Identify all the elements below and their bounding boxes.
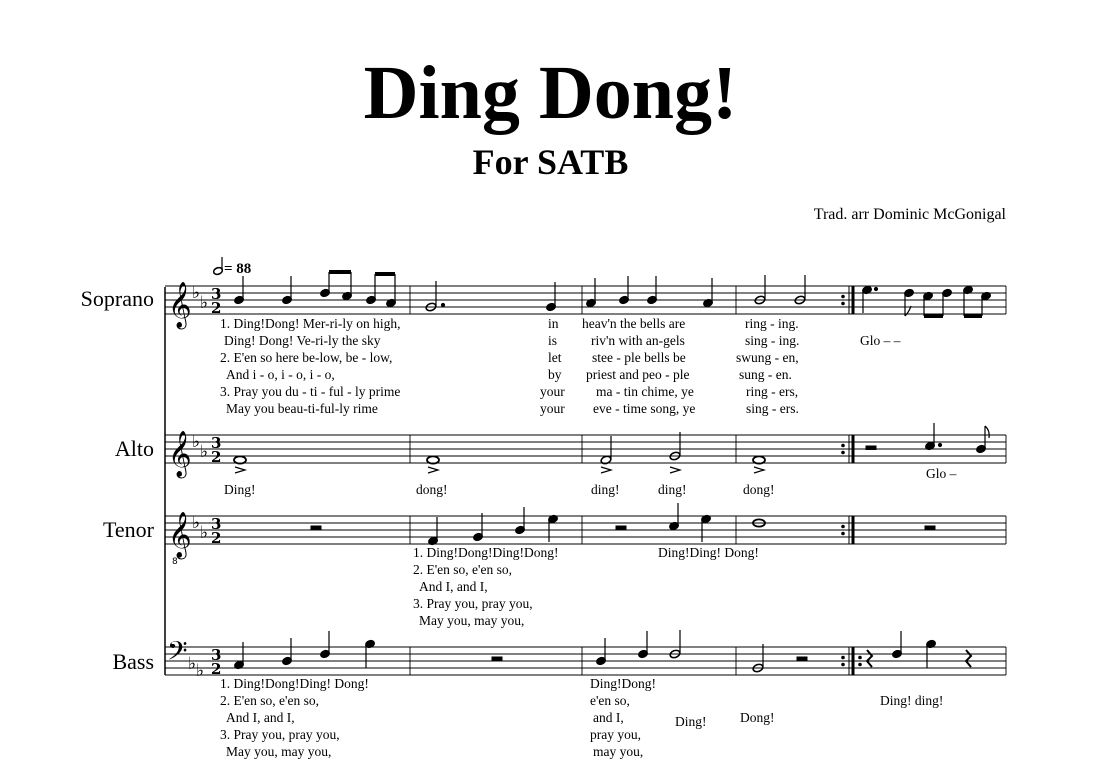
bass-lyric-line: May you, may you,	[226, 744, 332, 759]
alto-lyric-line: Ding!	[224, 482, 256, 497]
svg-text:♭: ♭	[192, 432, 201, 452]
soprano-lyric-line: Ding! Dong! Ve-ri-ly the sky	[224, 333, 381, 348]
soprano-lyric-line: priest and peo - ple	[586, 367, 690, 382]
instrument-label-bass: Bass	[112, 649, 154, 674]
svg-text:3: 3	[211, 285, 222, 303]
soprano-lyric-line: your	[540, 384, 565, 399]
tenor-lyric-line: 1. Ding!Dong!Ding!Dong!	[413, 545, 559, 560]
quarter-rest-icon	[867, 650, 971, 667]
staff-alto	[165, 435, 1006, 463]
svg-text:3: 3	[211, 646, 222, 664]
repeat-dots	[841, 295, 862, 667]
soprano-lyric-line: ring - ing.	[745, 316, 799, 331]
svg-text:3: 3	[211, 434, 222, 452]
soprano-lyric-line: ring - ers,	[746, 384, 799, 399]
svg-text:♭: ♭	[200, 523, 209, 543]
bass-lyric-line: 2. E'en so, e'en so,	[220, 693, 319, 708]
tenor-lyric-line: And I, and I,	[419, 579, 488, 594]
tenor-lyric-line: May you, may you,	[419, 613, 525, 628]
svg-text:2: 2	[211, 299, 222, 317]
bass-lyric-line: and I,	[593, 710, 624, 725]
bass-clef-icon: 𝄢	[167, 635, 188, 673]
soprano-lyric-line: in	[548, 316, 559, 331]
tempo-marking: = 88	[224, 261, 252, 277]
alto-lyric-line: Glo –	[926, 466, 957, 481]
svg-text:♭: ♭	[188, 654, 197, 674]
bass-lyric-line: Ding!Dong!	[590, 676, 656, 691]
soprano-lyric-line: sing - ers.	[746, 401, 799, 416]
tenor-lyric-line: 3. Pray you, pray you,	[413, 596, 533, 611]
bass-lyric-line: may you,	[593, 744, 644, 759]
svg-text:♭: ♭	[192, 283, 201, 303]
svg-text:3: 3	[211, 515, 222, 533]
key-signature-flats	[188, 283, 208, 681]
treble-clef-icon: 𝄞	[168, 512, 192, 558]
soprano-lyric-line: 2. E'en so here be-low, be - low,	[220, 350, 393, 365]
soprano-lyric-line: stee - ple bells be	[592, 350, 686, 365]
svg-text:♭: ♭	[200, 442, 209, 462]
soprano-lyric-line: swung - en,	[736, 350, 799, 365]
tenor-notes	[311, 503, 935, 546]
bass-lyric-line: Ding!	[675, 714, 707, 729]
soprano-lyric-line: by	[548, 367, 562, 382]
soprano-lyric-line: May you beau-ti-ful-ly rime	[226, 401, 378, 416]
alto-lyric-line: ding!	[658, 482, 687, 497]
bass-lyric-line: Dong!	[740, 710, 775, 725]
instrument-label-soprano: Soprano	[80, 286, 154, 311]
soprano-lyric-line: your	[540, 401, 565, 416]
time-signature	[211, 285, 221, 678]
bass-lyric-line: 3. Pray you, pray you,	[220, 727, 340, 742]
alto-lyric-line: dong!	[416, 482, 448, 497]
bass-notes	[234, 630, 937, 673]
staff-tenor	[165, 516, 1006, 544]
soprano-lyric-line: sing - ing.	[745, 333, 800, 348]
alto-lyric-line: ding!	[591, 482, 620, 497]
svg-text:2: 2	[211, 529, 222, 547]
alto-lyric-line: dong!	[743, 482, 775, 497]
accent-marks	[235, 467, 764, 473]
alto-notes	[234, 423, 989, 465]
soprano-lyric-line: Glo – –	[860, 333, 901, 348]
composer-credit: Trad. arr Dominic McGonigal	[813, 206, 1006, 223]
bass-lyric-line: e'en so,	[590, 693, 630, 708]
octave-8-marker: 8	[172, 557, 178, 567]
score-subtitle: For SATB	[472, 142, 629, 182]
soprano-lyric-line: sung - en.	[739, 367, 792, 382]
soprano-lyric-line: heav'n the bells are	[582, 316, 686, 331]
instrument-label-tenor: Tenor	[103, 517, 154, 542]
soprano-lyric-line: ma - tin chime, ye	[596, 384, 694, 399]
treble-clef-icon: 𝄞	[168, 431, 192, 477]
soprano-lyric-line: let	[548, 350, 562, 365]
instrument-label-alto: Alto	[114, 436, 154, 461]
soprano-lyric-line: 3. Pray you du - ti - ful - ly prime	[220, 384, 401, 399]
svg-text:♭: ♭	[196, 661, 205, 681]
soprano-lyric-line: riv'n with an-gels	[591, 333, 685, 348]
tenor-lyric-line: Ding!Ding! Dong!	[658, 545, 759, 560]
treble-clef-icon: 𝄞	[168, 282, 192, 328]
bass-lyric-line: 1. Ding!Dong!Ding! Dong!	[220, 676, 369, 691]
bass-lyric-line: Ding! ding!	[880, 693, 944, 708]
svg-text:2: 2	[211, 448, 222, 466]
svg-text:2: 2	[211, 660, 222, 678]
svg-text:♭: ♭	[192, 513, 201, 533]
soprano-lyric-line: eve - time song, ye	[593, 401, 696, 416]
soprano-lyric-line: is	[548, 333, 558, 348]
soprano-notes	[234, 272, 992, 316]
soprano-lyric-line: And i - o, i - o, i - o,	[226, 367, 335, 382]
bass-lyric-line: And I, and I,	[226, 710, 295, 725]
tenor-lyric-line: 2. E'en so, e'en so,	[413, 562, 512, 577]
soprano-lyric-line: 1. Ding!Dong! Mer-ri-ly on high,	[220, 316, 401, 331]
score-title: Ding Dong!	[363, 51, 738, 135]
bass-lyric-line: pray you,	[590, 727, 641, 742]
svg-text:♭: ♭	[200, 293, 209, 313]
